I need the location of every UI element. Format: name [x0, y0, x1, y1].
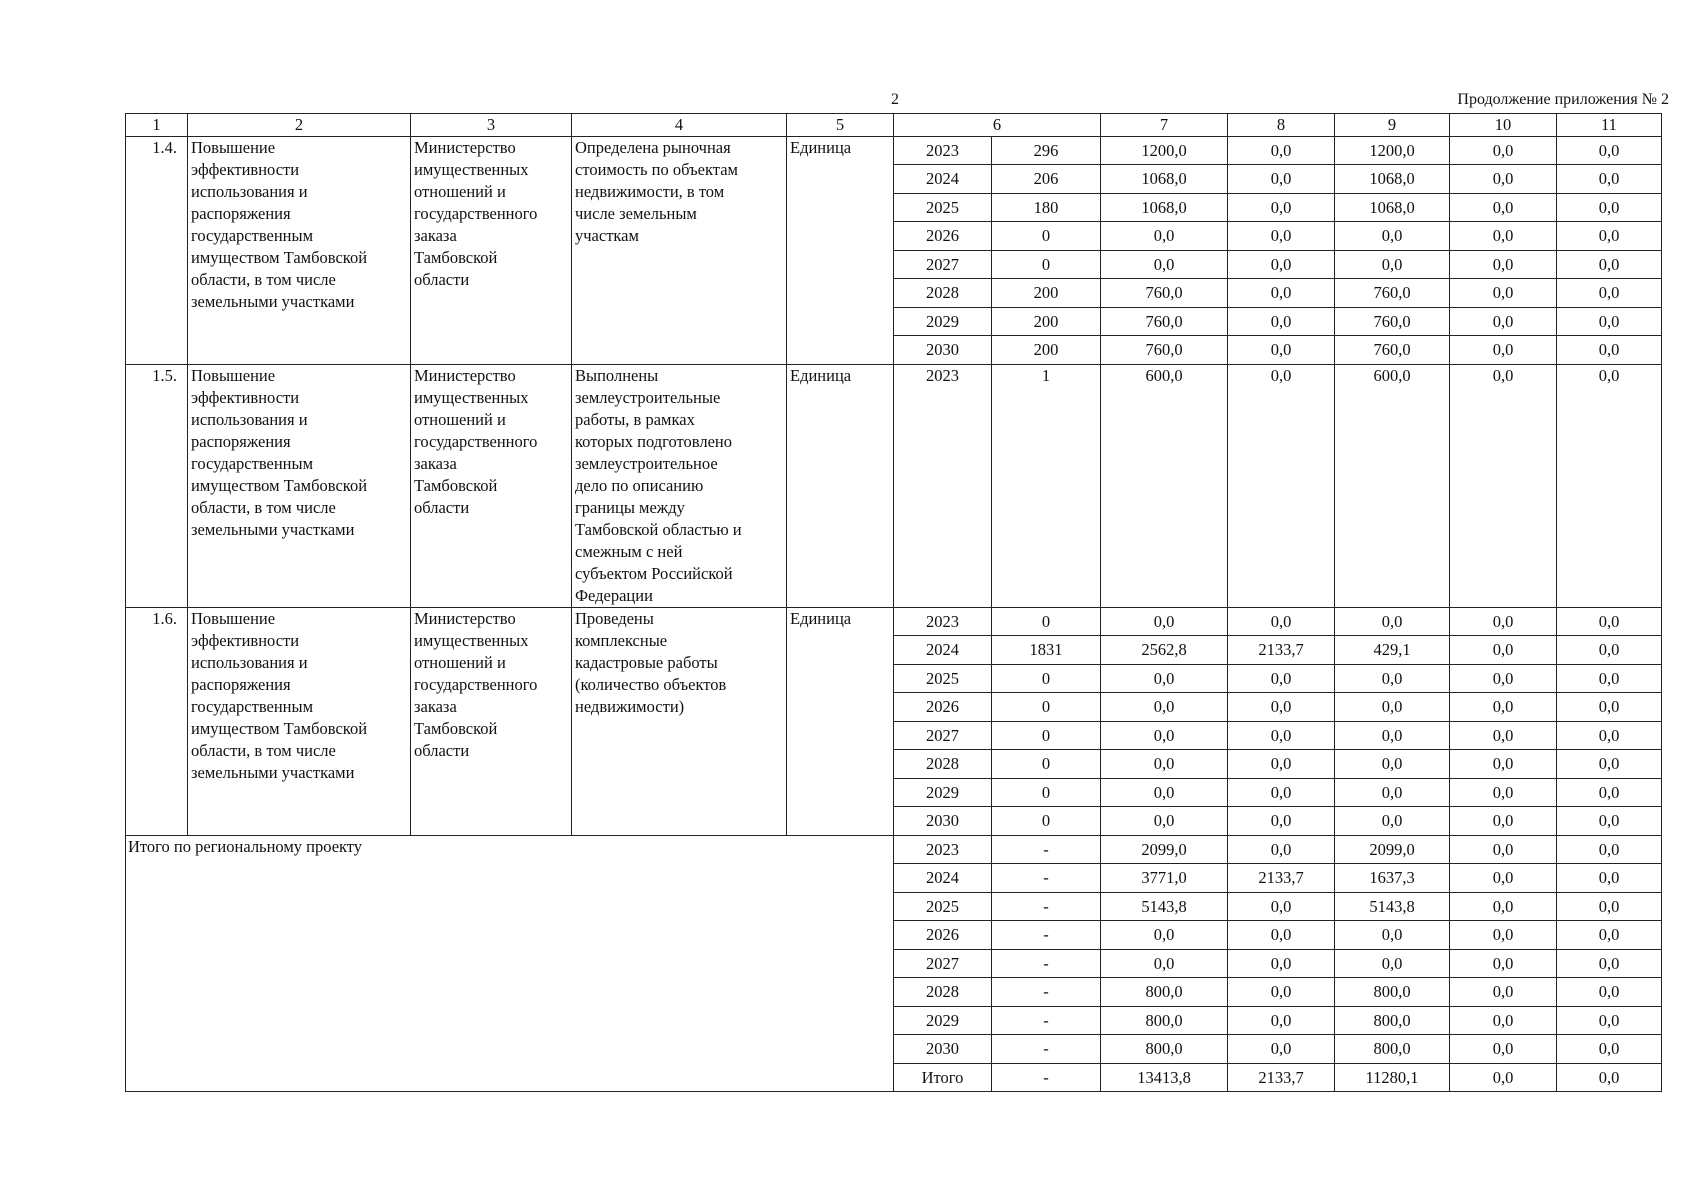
- total-amount-cell: 2562,8: [1101, 636, 1228, 665]
- regional-budget-cell: 0,0: [1335, 608, 1450, 636]
- federal-budget-cell: 0,0: [1228, 194, 1335, 222]
- extrabudget-cell: 0,0: [1557, 893, 1662, 921]
- column-number: 7: [1101, 114, 1228, 137]
- federal-budget-cell: 0,0: [1228, 779, 1335, 807]
- indicator-value-cell: 200: [992, 308, 1101, 336]
- executor-name-line: заказа: [414, 226, 457, 245]
- executor-name-line: государственного: [414, 432, 538, 451]
- local-budget-cell: 0,0: [1450, 807, 1557, 836]
- local-budget-cell: 0,0: [1450, 950, 1557, 978]
- federal-budget-cell: 0,0: [1228, 251, 1335, 279]
- federal-budget-cell: 0,0: [1228, 693, 1335, 722]
- event-name-line: Повышение: [191, 609, 276, 628]
- extrabudget-cell: 0,0: [1557, 950, 1662, 978]
- total-amount-cell: 2099,0: [1101, 836, 1228, 864]
- year-cell: 2025: [894, 893, 992, 921]
- column-number: 10: [1450, 114, 1557, 137]
- regional-budget-cell: 0,0: [1335, 807, 1450, 836]
- local-budget-cell: 0,0: [1450, 608, 1557, 636]
- event-name-line: имуществом Тамбовской: [191, 719, 368, 738]
- year-cell: 2029: [894, 779, 992, 807]
- result-description-line: которых подготовлено: [575, 432, 733, 451]
- result-description-line: Тамбовской областью и: [575, 520, 742, 539]
- total-amount-cell: 0,0: [1101, 807, 1228, 836]
- executor-name-line: имущественных: [414, 160, 529, 179]
- federal-budget-cell: 0,0: [1228, 1007, 1335, 1035]
- indicator-value-cell: 0: [992, 779, 1101, 807]
- column-number: 11: [1557, 114, 1662, 137]
- regional-budget-cell: 2099,0: [1335, 836, 1450, 864]
- indicator-value-cell: -: [992, 893, 1101, 921]
- local-budget-cell: 0,0: [1450, 921, 1557, 950]
- total-amount-cell: 1068,0: [1101, 194, 1228, 222]
- executor-name-line: имущественных: [414, 631, 529, 650]
- executor-name: [411, 137, 572, 365]
- indicator-value-cell: -: [992, 1064, 1101, 1092]
- local-budget-cell: 0,0: [1450, 779, 1557, 807]
- event-name-line: области, в том числе: [191, 498, 336, 517]
- executor-name-line: отношений и: [414, 182, 506, 201]
- regional-budget-cell: 429,1: [1335, 636, 1450, 665]
- indicator-value-cell: 206: [992, 165, 1101, 194]
- federal-budget-cell: 0,0: [1228, 1035, 1335, 1064]
- year-cell: 2028: [894, 978, 992, 1007]
- total-amount-cell: 760,0: [1101, 336, 1228, 365]
- federal-budget-cell: 2133,7: [1228, 636, 1335, 665]
- result-description-line: Проведены: [575, 609, 654, 628]
- column-number: 8: [1228, 114, 1335, 137]
- local-budget-cell: 0,0: [1450, 836, 1557, 864]
- regional-budget-cell: 760,0: [1335, 308, 1450, 336]
- local-budget-cell: 0,0: [1450, 222, 1557, 251]
- regional-budget-cell: 11280,1: [1335, 1064, 1450, 1092]
- table-row: [126, 137, 1662, 165]
- event-name-lines: [191, 608, 407, 784]
- column-number: 1: [126, 114, 188, 137]
- total-amount-cell: 800,0: [1101, 1007, 1228, 1035]
- executor-name-line: области: [414, 741, 470, 760]
- event-name-line: земельными участками: [191, 520, 355, 539]
- indicator-value-cell: -: [992, 978, 1101, 1007]
- year-cell: 2026: [894, 693, 992, 722]
- indicator-value-cell: 0: [992, 608, 1101, 636]
- regional-budget-cell: 0,0: [1335, 693, 1450, 722]
- event-name-line: эффективности: [191, 631, 300, 650]
- total-amount-cell: 5143,8: [1101, 893, 1228, 921]
- result-description-line: границы между: [575, 498, 685, 517]
- year-cell: 2023: [894, 608, 992, 636]
- total-amount-cell: 0,0: [1101, 750, 1228, 779]
- year-cell: Итого: [894, 1064, 992, 1092]
- local-budget-cell: 0,0: [1450, 194, 1557, 222]
- regional-budget-cell: 0,0: [1335, 665, 1450, 693]
- column-number: 6: [894, 114, 1101, 137]
- indicator-value-cell: 0: [992, 750, 1101, 779]
- indicator-value-cell: 200: [992, 336, 1101, 365]
- page-number: 2: [891, 91, 899, 108]
- year-cell: 2026: [894, 222, 992, 251]
- extrabudget-cell: 0,0: [1557, 194, 1662, 222]
- indicator-value-cell: 0: [992, 807, 1101, 836]
- regional-budget-cell: 1068,0: [1335, 194, 1450, 222]
- event-name: [188, 137, 411, 365]
- row-number: 1.6.: [126, 608, 188, 836]
- total-amount-cell: 600,0: [1101, 365, 1228, 608]
- federal-budget-cell: 0,0: [1228, 608, 1335, 636]
- result-description-line: землеустроительное: [575, 454, 718, 473]
- local-budget-cell: 0,0: [1450, 336, 1557, 365]
- year-cell: 2027: [894, 251, 992, 279]
- year-cell: 2025: [894, 665, 992, 693]
- local-budget-cell: 0,0: [1450, 864, 1557, 893]
- year-cell: 2024: [894, 636, 992, 665]
- year-cell: 2028: [894, 750, 992, 779]
- event-name-line: эффективности: [191, 160, 300, 179]
- event-name-line: земельными участками: [191, 292, 355, 311]
- year-cell: 2025: [894, 194, 992, 222]
- local-budget-cell: 0,0: [1450, 365, 1557, 608]
- executor-name-line: государственного: [414, 204, 538, 223]
- extrabudget-cell: 0,0: [1557, 636, 1662, 665]
- appendix-table: [125, 113, 1662, 1092]
- local-budget-cell: 0,0: [1450, 636, 1557, 665]
- federal-budget-cell: 0,0: [1228, 665, 1335, 693]
- result-description-line: землеустроительные: [575, 388, 721, 407]
- executor-name-line: Тамбовской: [414, 248, 498, 267]
- extrabudget-cell: 0,0: [1557, 1007, 1662, 1035]
- extrabudget-cell: 0,0: [1557, 165, 1662, 194]
- executor-name-line: Министерство: [414, 366, 516, 385]
- result-description-line: Определена рыночная: [575, 138, 731, 157]
- event-name-lines: [191, 365, 407, 541]
- result-description-line: кадастровые работы: [575, 653, 718, 672]
- year-cell: 2023: [894, 836, 992, 864]
- total-amount-cell: 0,0: [1101, 693, 1228, 722]
- federal-budget-cell: 0,0: [1228, 279, 1335, 308]
- federal-budget-cell: 0,0: [1228, 165, 1335, 194]
- column-number-row: [126, 114, 1662, 137]
- regional-budget-cell: 5143,8: [1335, 893, 1450, 921]
- regional-budget-cell: 1637,3: [1335, 864, 1450, 893]
- event-name-line: Повышение: [191, 366, 276, 385]
- executor-name-line: заказа: [414, 454, 457, 473]
- local-budget-cell: 0,0: [1450, 308, 1557, 336]
- result-description-line: недвижимости): [575, 697, 685, 716]
- local-budget-cell: 0,0: [1450, 251, 1557, 279]
- result-description-line: стоимость по объектам: [575, 160, 738, 179]
- event-name-line: использования и: [191, 182, 308, 201]
- event-name-line: земельными участками: [191, 763, 355, 782]
- extrabudget-cell: 0,0: [1557, 608, 1662, 636]
- event-name-line: распоряжения: [191, 675, 291, 694]
- regional-budget-cell: 0,0: [1335, 722, 1450, 750]
- unit-cell: Единица: [787, 365, 894, 608]
- indicator-value-cell: 1831: [992, 636, 1101, 665]
- extrabudget-cell: 0,0: [1557, 251, 1662, 279]
- executor-name-line: отношений и: [414, 653, 506, 672]
- table-row: [126, 608, 1662, 636]
- federal-budget-cell: 0,0: [1228, 978, 1335, 1007]
- total-amount-cell: 800,0: [1101, 978, 1228, 1007]
- event-name: [188, 365, 411, 608]
- result-description-line: дело по описанию: [575, 476, 704, 495]
- indicator-value-cell: 0: [992, 693, 1101, 722]
- extrabudget-cell: 0,0: [1557, 279, 1662, 308]
- indicator-value-cell: -: [992, 864, 1101, 893]
- local-budget-cell: 0,0: [1450, 750, 1557, 779]
- extrabudget-cell: 0,0: [1557, 308, 1662, 336]
- total-amount-cell: 0,0: [1101, 950, 1228, 978]
- extrabudget-cell: 0,0: [1557, 137, 1662, 165]
- total-amount-cell: 0,0: [1101, 665, 1228, 693]
- extrabudget-cell: 0,0: [1557, 1035, 1662, 1064]
- extrabudget-cell: 0,0: [1557, 336, 1662, 365]
- executor-name-line: государственного: [414, 675, 538, 694]
- executor-name-lines: [414, 365, 568, 519]
- event-name-lines: [191, 137, 407, 313]
- indicator-value-cell: -: [992, 1035, 1101, 1064]
- regional-budget-cell: 600,0: [1335, 365, 1450, 608]
- year-cell: 2030: [894, 336, 992, 365]
- regional-budget-cell: 0,0: [1335, 921, 1450, 950]
- federal-budget-cell: 2133,7: [1228, 864, 1335, 893]
- federal-budget-cell: 2133,7: [1228, 1064, 1335, 1092]
- total-amount-cell: 1200,0: [1101, 137, 1228, 165]
- extrabudget-cell: 0,0: [1557, 836, 1662, 864]
- regional-budget-cell: 0,0: [1335, 779, 1450, 807]
- extrabudget-cell: 0,0: [1557, 222, 1662, 251]
- federal-budget-cell: 0,0: [1228, 336, 1335, 365]
- federal-budget-cell: 0,0: [1228, 921, 1335, 950]
- federal-budget-cell: 0,0: [1228, 365, 1335, 608]
- extrabudget-cell: 0,0: [1557, 807, 1662, 836]
- result-description-line: смежным с ней: [575, 542, 683, 561]
- local-budget-cell: 0,0: [1450, 137, 1557, 165]
- total-amount-cell: 0,0: [1101, 779, 1228, 807]
- year-cell: 2028: [894, 279, 992, 308]
- local-budget-cell: 0,0: [1450, 1007, 1557, 1035]
- indicator-value-cell: 296: [992, 137, 1101, 165]
- total-amount-cell: 1068,0: [1101, 165, 1228, 194]
- executor-name-line: отношений и: [414, 410, 506, 429]
- event-name-line: области, в том числе: [191, 741, 336, 760]
- column-number: 5: [787, 114, 894, 137]
- extrabudget-cell: 0,0: [1557, 864, 1662, 893]
- year-cell: 2030: [894, 1035, 992, 1064]
- total-amount-cell: 0,0: [1101, 251, 1228, 279]
- column-number: 2: [188, 114, 411, 137]
- executor-name-line: области: [414, 270, 470, 289]
- total-amount-cell: 3771,0: [1101, 864, 1228, 893]
- extrabudget-cell: 0,0: [1557, 750, 1662, 779]
- year-cell: 2027: [894, 950, 992, 978]
- result-description: [572, 137, 787, 365]
- year-cell: 2023: [894, 365, 992, 608]
- executor-name-line: заказа: [414, 697, 457, 716]
- result-description-line: Федерации: [575, 586, 653, 605]
- local-budget-cell: 0,0: [1450, 1064, 1557, 1092]
- result-description-line: участкам: [575, 226, 639, 245]
- result-description-line: Выполнены: [575, 366, 659, 385]
- event-name-line: области, в том числе: [191, 270, 336, 289]
- unit-cell: Единица: [787, 137, 894, 365]
- indicator-value-cell: 0: [992, 251, 1101, 279]
- indicator-value-cell: -: [992, 950, 1101, 978]
- continuation-note: Продолжение приложения № 2: [1457, 91, 1669, 108]
- indicator-value-cell: 200: [992, 279, 1101, 308]
- regional-budget-cell: 1200,0: [1335, 137, 1450, 165]
- extrabudget-cell: 0,0: [1557, 722, 1662, 750]
- executor-name-line: Министерство: [414, 609, 516, 628]
- event-name-line: имуществом Тамбовской: [191, 248, 368, 267]
- event-name-line: государственным: [191, 226, 314, 245]
- executor-name-line: Тамбовской: [414, 476, 498, 495]
- result-description-lines: [575, 137, 783, 247]
- extrabudget-cell: 0,0: [1557, 978, 1662, 1007]
- year-cell: 2024: [894, 165, 992, 194]
- regional-budget-cell: 800,0: [1335, 1035, 1450, 1064]
- result-description: [572, 608, 787, 836]
- year-cell: 2027: [894, 722, 992, 750]
- total-amount-cell: 0,0: [1101, 722, 1228, 750]
- executor-name: [411, 608, 572, 836]
- year-cell: 2024: [894, 864, 992, 893]
- indicator-value-cell: 180: [992, 194, 1101, 222]
- event-name-line: распоряжения: [191, 204, 291, 223]
- extrabudget-cell: 0,0: [1557, 921, 1662, 950]
- event-name-line: использования и: [191, 653, 308, 672]
- local-budget-cell: 0,0: [1450, 1035, 1557, 1064]
- regional-budget-cell: 800,0: [1335, 978, 1450, 1007]
- unit-cell: Единица: [787, 608, 894, 836]
- federal-budget-cell: 0,0: [1228, 750, 1335, 779]
- extrabudget-cell: 0,0: [1557, 365, 1662, 608]
- executor-name-lines: [414, 608, 568, 762]
- federal-budget-cell: 0,0: [1228, 137, 1335, 165]
- row-number: 1.4.: [126, 137, 188, 365]
- year-cell: 2029: [894, 308, 992, 336]
- indicator-value-cell: 0: [992, 665, 1101, 693]
- event-name-line: имуществом Тамбовской: [191, 476, 368, 495]
- executor-name-line: имущественных: [414, 388, 529, 407]
- result-description-lines: [575, 365, 783, 607]
- result-description-line: субъектом Российской: [575, 564, 733, 583]
- year-cell: 2029: [894, 1007, 992, 1035]
- total-amount-cell: 760,0: [1101, 279, 1228, 308]
- column-number: 4: [572, 114, 787, 137]
- executor-name-line: Тамбовской: [414, 719, 498, 738]
- total-amount-cell: 0,0: [1101, 608, 1228, 636]
- indicator-value-cell: -: [992, 921, 1101, 950]
- regional-budget-cell: 1068,0: [1335, 165, 1450, 194]
- regional-budget-cell: 760,0: [1335, 279, 1450, 308]
- local-budget-cell: 0,0: [1450, 893, 1557, 921]
- result-description-line: недвижимости, в том: [575, 182, 725, 201]
- regional-budget-cell: 0,0: [1335, 750, 1450, 779]
- result-description-line: числе земельным: [575, 204, 697, 223]
- local-budget-cell: 0,0: [1450, 722, 1557, 750]
- year-cell: 2030: [894, 807, 992, 836]
- indicator-value-cell: -: [992, 1007, 1101, 1035]
- event-name-line: государственным: [191, 454, 314, 473]
- result-description-line: (количество объектов: [575, 675, 727, 694]
- local-budget-cell: 0,0: [1450, 665, 1557, 693]
- row-number: 1.5.: [126, 365, 188, 608]
- executor-name: [411, 365, 572, 608]
- executor-name-lines: [414, 137, 568, 291]
- federal-budget-cell: 0,0: [1228, 807, 1335, 836]
- regional-budget-cell: 0,0: [1335, 251, 1450, 279]
- event-name-line: использования и: [191, 410, 308, 429]
- result-description: [572, 365, 787, 608]
- local-budget-cell: 0,0: [1450, 693, 1557, 722]
- regional-budget-cell: 760,0: [1335, 336, 1450, 365]
- local-budget-cell: 0,0: [1450, 165, 1557, 194]
- indicator-value-cell: 0: [992, 722, 1101, 750]
- total-amount-cell: 13413,8: [1101, 1064, 1228, 1092]
- event-name: [188, 608, 411, 836]
- event-name-line: государственным: [191, 697, 314, 716]
- year-cell: 2026: [894, 921, 992, 950]
- regional-budget-cell: 0,0: [1335, 222, 1450, 251]
- total-amount-cell: 800,0: [1101, 1035, 1228, 1064]
- total-amount-cell: 0,0: [1101, 921, 1228, 950]
- table-row: [126, 365, 1662, 608]
- executor-name-line: области: [414, 498, 470, 517]
- result-description-line: комплексные: [575, 631, 668, 650]
- federal-budget-cell: 0,0: [1228, 950, 1335, 978]
- regional-budget-cell: 800,0: [1335, 1007, 1450, 1035]
- federal-budget-cell: 0,0: [1228, 722, 1335, 750]
- extrabudget-cell: 0,0: [1557, 779, 1662, 807]
- local-budget-cell: 0,0: [1450, 279, 1557, 308]
- column-number: 3: [411, 114, 572, 137]
- column-number: 9: [1335, 114, 1450, 137]
- indicator-value-cell: 0: [992, 222, 1101, 251]
- extrabudget-cell: 0,0: [1557, 1064, 1662, 1092]
- total-row: [126, 836, 1662, 864]
- executor-name-line: Министерство: [414, 138, 516, 157]
- federal-budget-cell: 0,0: [1228, 836, 1335, 864]
- event-name-line: распоряжения: [191, 432, 291, 451]
- federal-budget-cell: 0,0: [1228, 308, 1335, 336]
- regional-budget-cell: 0,0: [1335, 950, 1450, 978]
- indicator-value-cell: -: [992, 836, 1101, 864]
- event-name-line: Повышение: [191, 138, 276, 157]
- extrabudget-cell: 0,0: [1557, 693, 1662, 722]
- year-cell: 2023: [894, 137, 992, 165]
- total-amount-cell: 760,0: [1101, 308, 1228, 336]
- result-description-line: работы, в рамках: [575, 410, 695, 429]
- local-budget-cell: 0,0: [1450, 978, 1557, 1007]
- extrabudget-cell: 0,0: [1557, 665, 1662, 693]
- result-description-lines: [575, 608, 783, 718]
- total-label: Итого по региональному проекту: [126, 836, 894, 1092]
- federal-budget-cell: 0,0: [1228, 893, 1335, 921]
- event-name-line: эффективности: [191, 388, 300, 407]
- indicator-value-cell: 1: [992, 365, 1101, 608]
- total-amount-cell: 0,0: [1101, 222, 1228, 251]
- federal-budget-cell: 0,0: [1228, 222, 1335, 251]
